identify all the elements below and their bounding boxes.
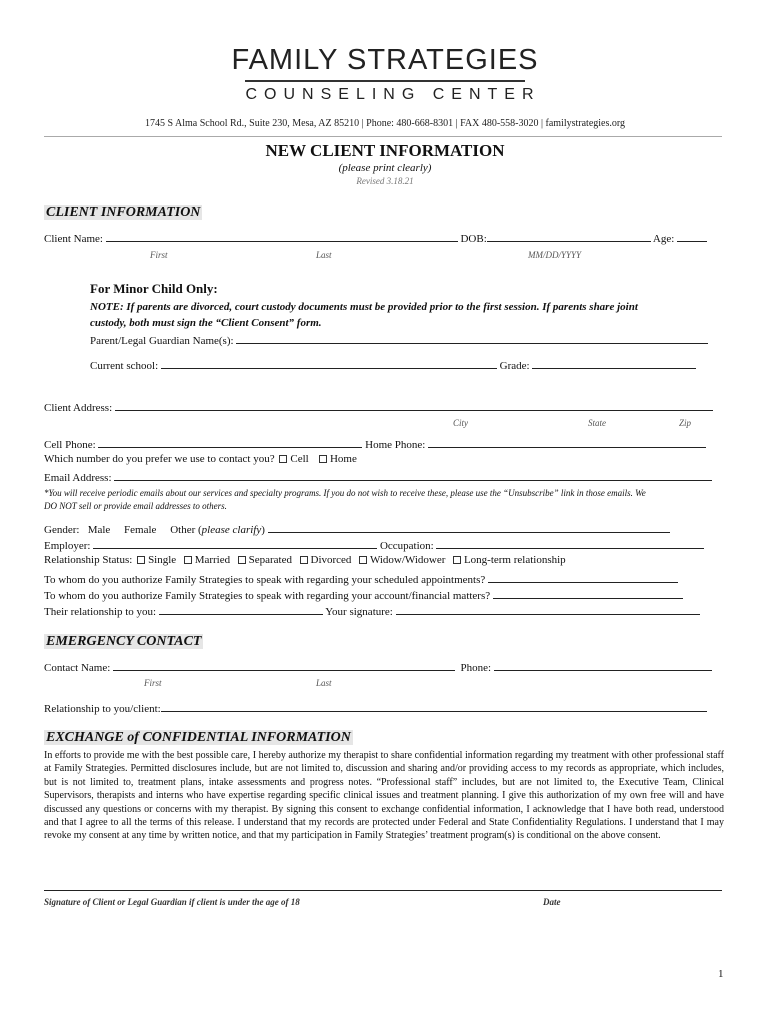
signature-line[interactable] — [44, 890, 722, 891]
rel-longterm-checkbox[interactable] — [453, 556, 461, 564]
gender-label: Gender: — [44, 524, 80, 536]
custody-note-line1: NOTE: If parents are divorced, court custody documents must be provided prior to the first session. If parents share joint — [90, 301, 638, 313]
guardian-label: Parent/Legal Guardian Name(s): — [90, 335, 234, 347]
emergency-first-hint: First — [144, 678, 162, 688]
first-name-hint: First — [150, 250, 168, 260]
contact-preference-row — [44, 453, 357, 465]
phone-row — [44, 437, 706, 451]
rel-separated-checkbox[interactable] — [238, 556, 246, 564]
header-address: 1745 S Alma School Rd., Suite 230, Mesa, AZ 85210 | Phone: 480-668-8301 | FAX 480-558-3020 | familystrategies.org — [144, 118, 626, 129]
rel-single-label: Single — [148, 554, 177, 566]
email-note-line1: *You will receive periodic emails about our services and specialty programs. If you do not wish to receive these, please use the “Unsubscribe” link in those emails. We — [44, 488, 646, 498]
occupation-field[interactable] — [436, 538, 704, 549]
zip-hint: Zip — [679, 418, 692, 428]
grade-label: Grade: — [499, 360, 530, 372]
gender-other-field[interactable] — [268, 522, 670, 533]
their-relationship-label: Their relationship to you: — [44, 606, 157, 618]
rel-divorced-checkbox[interactable] — [300, 556, 308, 564]
authorize-financial-row — [44, 588, 683, 602]
gender-male[interactable]: Male — [87, 524, 111, 536]
emergency-name-field[interactable] — [113, 660, 455, 671]
gender-other[interactable]: Other ( — [170, 524, 202, 536]
gender-female[interactable]: Female — [124, 524, 157, 536]
contact-home-label: Home — [329, 453, 357, 465]
emergency-name-label: Contact Name: — [44, 662, 111, 674]
logo-subtitle: COUNSELING CENTER — [245, 86, 541, 103]
home-phone-label: Home Phone: — [365, 439, 426, 451]
rel-divorced-label: Divorced — [310, 554, 352, 566]
page-title: NEW CLIENT INFORMATION — [265, 141, 505, 160]
relationship-status-label: Relationship Status: — [44, 554, 133, 566]
custody-note-line2: custody, both must sign the “Client Consent” form. — [90, 317, 322, 329]
logo-title: FAMILY STRATEGIES — [231, 44, 539, 76]
school-label: Current school: — [90, 360, 159, 372]
emergency-phone-label: Phone: — [460, 662, 492, 674]
client-name-field[interactable] — [106, 231, 458, 242]
relationship-status-row — [44, 554, 566, 566]
your-signature-label: Your signature: — [325, 606, 393, 618]
dob-field[interactable] — [487, 231, 651, 242]
contact-cell-checkbox[interactable] — [279, 455, 287, 463]
client-name-label: Client Name: — [44, 233, 103, 245]
client-name-row — [44, 231, 707, 245]
their-relationship-field[interactable] — [159, 604, 323, 615]
authorize-appointments-row — [44, 572, 678, 586]
emergency-relationship-label: Relationship to you/client: — [44, 703, 161, 715]
email-row — [44, 470, 712, 484]
date-label: Date — [543, 897, 561, 907]
logo-divider — [245, 80, 525, 82]
emergency-contact-row — [44, 660, 712, 674]
page-number: 1 — [718, 968, 724, 980]
contact-preference-label: Which number do you prefer we use to contact you? — [44, 453, 275, 465]
employer-field[interactable] — [93, 538, 377, 549]
header-rule — [44, 136, 722, 137]
age-field[interactable] — [677, 231, 707, 242]
emergency-relationship-field[interactable] — [161, 701, 707, 712]
your-signature-field[interactable] — [396, 604, 700, 615]
section-heading: EXCHANGE of CONFIDENTIAL INFORMATION — [46, 730, 351, 745]
emergency-relationship-row — [44, 701, 707, 715]
email-label: Email Address: — [44, 472, 112, 484]
authorize-financial-label: To whom do you authorize Family Strategies to speak with regarding your account/financial matters? — [44, 590, 491, 602]
section-heading: EMERGENCY CONTACT — [46, 634, 202, 649]
gender-clarify-hint: please clarify — [201, 524, 262, 536]
client-address-field[interactable] — [115, 400, 713, 411]
state-hint: State — [588, 418, 606, 428]
age-label: Age: — [652, 233, 675, 245]
rel-married-checkbox[interactable] — [184, 556, 192, 564]
cell-phone-field[interactable] — [98, 437, 362, 448]
section-client-information — [44, 203, 202, 221]
occupation-label: Occupation: — [379, 540, 434, 552]
city-hint: City — [453, 418, 468, 428]
dob-format-hint: MM/DD/YYYY — [528, 250, 582, 260]
email-note-line2: DO NOT sell or provide email addresses to others. — [44, 501, 227, 511]
their-relationship-row — [44, 604, 700, 618]
client-address-row — [44, 400, 713, 414]
employer-label: Employer: — [44, 540, 91, 552]
authorize-appointments-label: To whom do you authorize Family Strategies to speak with regarding your scheduled appointments? — [44, 574, 486, 586]
emergency-last-hint: Last — [316, 678, 332, 688]
authorize-financial-field[interactable] — [493, 588, 683, 599]
email-field[interactable] — [114, 470, 712, 481]
section-emergency-contact — [44, 632, 203, 650]
page-subtitle: (please print clearly) — [338, 162, 432, 174]
rel-widow-label: Widow/Widower — [369, 554, 446, 566]
rel-widow-checkbox[interactable] — [359, 556, 367, 564]
school-field[interactable] — [161, 358, 497, 369]
minor-child-heading: For Minor Child Only: — [90, 281, 218, 296]
employment-row — [44, 538, 704, 552]
gender-row — [44, 522, 670, 536]
section-exchange-confidential — [44, 728, 353, 746]
last-name-hint: Last — [316, 250, 332, 260]
home-phone-field[interactable] — [428, 437, 706, 448]
signature-label: Signature of Client or Legal Guardian if client is under the age of 18 — [44, 897, 300, 907]
contact-home-checkbox[interactable] — [319, 455, 327, 463]
authorize-appointments-field[interactable] — [488, 572, 678, 583]
cell-phone-label: Cell Phone: — [44, 439, 96, 451]
guardian-field[interactable] — [236, 333, 708, 344]
contact-cell-label: Cell — [290, 453, 309, 465]
section-heading: CLIENT INFORMATION — [46, 205, 201, 220]
rel-single-checkbox[interactable] — [137, 556, 145, 564]
gender-close-paren: ) — [261, 524, 265, 536]
client-address-label: Client Address: — [44, 402, 113, 414]
guardian-row — [90, 333, 708, 347]
rel-longterm-label: Long-term relationship — [463, 554, 566, 566]
consent-paragraph: In efforts to provide me with the best possible care, I hereby authorize my therapist to share confidential information regarding my treatment with other professional staff at Family Strategies. Permitted disclosures include, but are not limited to, discussion and sharing and/or providing access to my records as appropriate, which includes, but is not limited to, treatment plans, intake assessments and progress notes. “Professional staff” includes, but are not limited to, the Executive Team, Clinical Supervisors, therapists and interns who have expertise regarding specific clinical issues and treatment planning. I give this authorization of my own free will and have discussed any questions or concerns with my therapist. By signing this consent to exchange confidential information, I acknowledge that I have both read, understood and that I agree to all the terms of this release. I understand that my records are protected under Federal and State Confidentiality Regulations. I understand that I may revoke my consent at any time by written notice, and that my participation in Family Strategies’ treatment program(s) is conditional on the above consent. — [44, 750, 724, 842]
rel-married-label: Married — [194, 554, 231, 566]
grade-field[interactable] — [532, 358, 696, 369]
emergency-phone-field[interactable] — [494, 660, 712, 671]
school-row — [90, 358, 696, 372]
dob-label: DOB: — [460, 233, 487, 245]
revision-note: Revised 3.18.21 — [356, 176, 414, 186]
rel-separated-label: Separated — [248, 554, 292, 566]
